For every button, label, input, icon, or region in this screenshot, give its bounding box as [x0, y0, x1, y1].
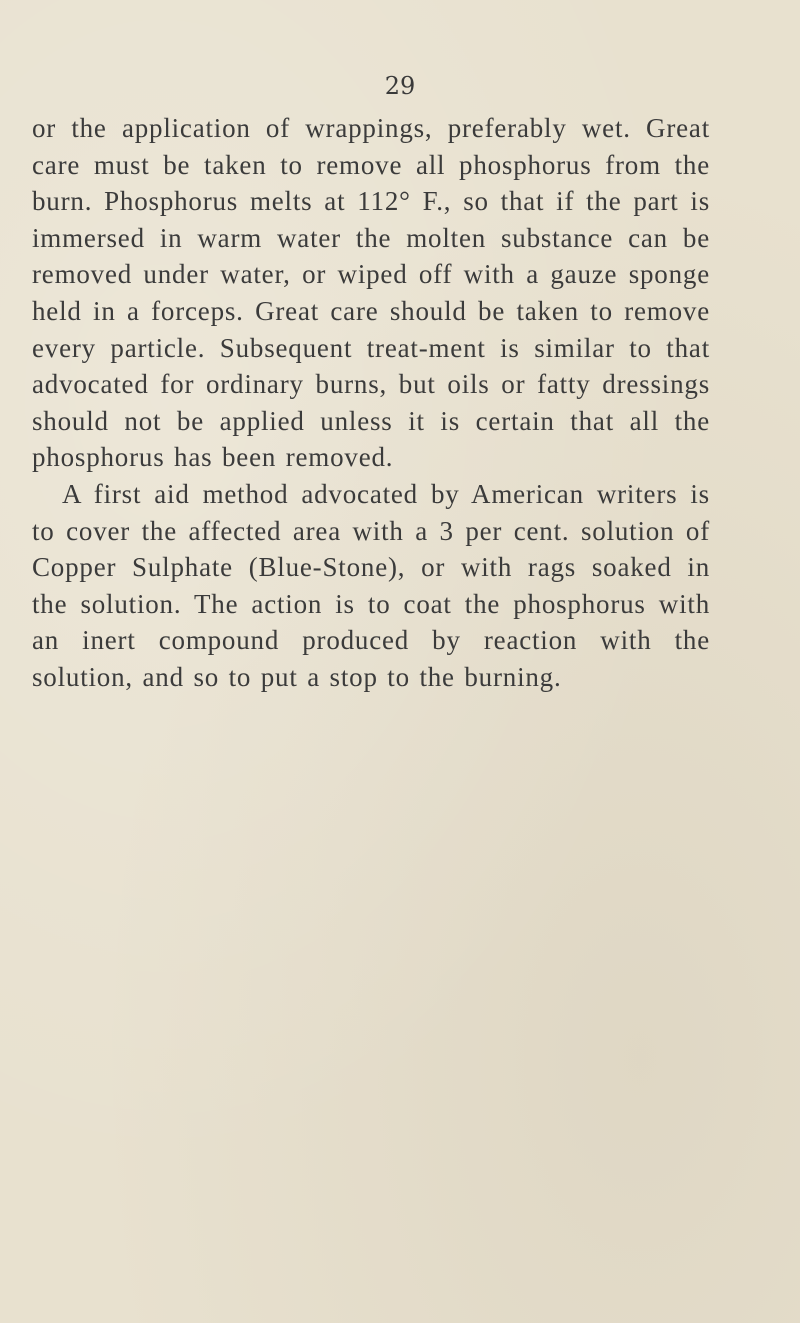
paragraph-first-aid: A first aid method advocated by American writers is to cover the affected area with a 3 per cent. solution of Copper Sulphate (Blue-Stone), or with rags soaked in the solution. The action is to coat the phosphorus with an inert compound produced by reaction with the solution, and so to put a stop to the burning.	[32, 478, 710, 692]
body-text	[32, 110, 710, 696]
paragraph-continued: or the application of wrappings, preferably wet. Great care must be taken to remove all phosphorus from the burn. Phosphorus melts at 112° F., so that if the part is immersed in warm water the molten substance can be removed under water, or wiped off with a gauze sponge held in a forceps. Great care should be taken to remove every particle. Subsequent treat-ment is similar to that advocated for ordinary burns, but oils or fatty dressings should not be applied unless it is certain that all the phosphorus has been removed.	[32, 113, 710, 473]
page-number: 29	[384, 72, 416, 100]
